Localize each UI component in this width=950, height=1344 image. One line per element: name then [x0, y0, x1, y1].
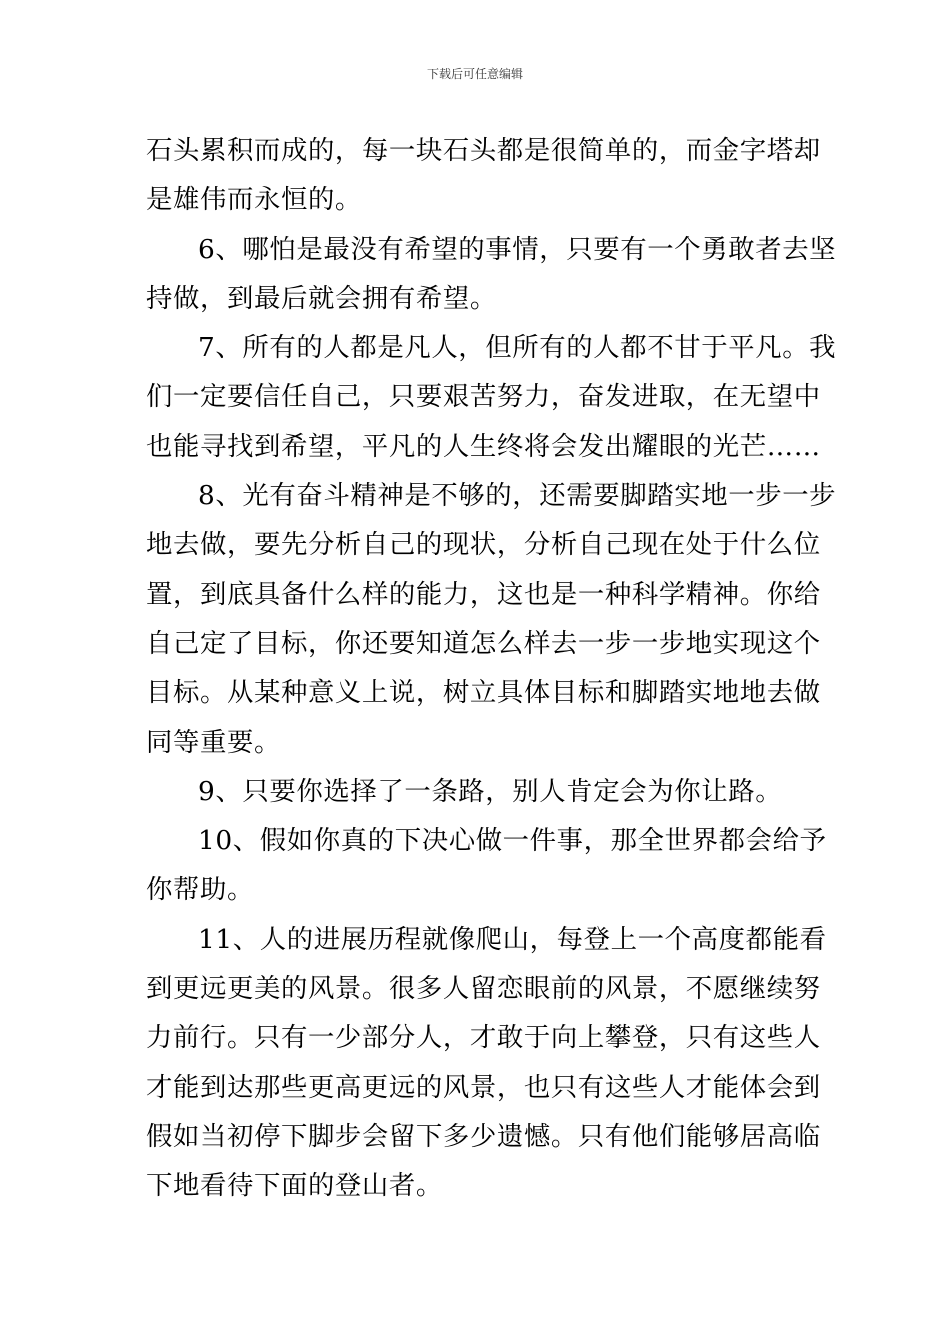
text-line: 11、人的进展历程就像爬山，每登上一个高度都能看	[198, 923, 827, 955]
document-body	[146, 126, 837, 1211]
text-line: 们一定要信任自己，只要艰苦努力，奋发进取，在无望中	[146, 381, 821, 413]
text-line: 8、光有奋斗精神是不够的，还需要脚踏实地一步一步	[198, 480, 837, 512]
text-line: 假如当初停下脚步会留下多少遗憾。只有他们能够居高临	[146, 1120, 821, 1152]
text-line: 到更远更美的风景。很多人留恋眼前的风景，不愿继续努	[146, 973, 821, 1005]
text-line: 7、所有的人都是凡人，但所有的人都不甘于平凡。我	[198, 332, 837, 364]
text-line: 持做，到最后就会拥有希望。	[146, 282, 497, 314]
text-line: 地去做，要先分析自己的现状，分析自己现在处于什么位	[146, 529, 821, 561]
text-line: 6、哪怕是最没有希望的事情，只要有一个勇敢者去坚	[198, 233, 837, 265]
text-line: 置，到底具备什么样的能力，这也是一种科学精神。你给	[146, 578, 821, 610]
text-line: 也能寻找到希望，平凡的人生终将会发出耀眼的光芒……	[146, 430, 821, 462]
text-line: 你帮助。	[146, 874, 254, 906]
text-line: 才能到达那些更高更远的风景，也只有这些人才能体会到	[146, 1071, 821, 1103]
text-line: 10、假如你真的下决心做一件事，那全世界都会给予	[198, 825, 827, 857]
text-line: 力前行。只有一少部分人，才敢于向上攀登，只有这些人	[146, 1022, 821, 1054]
page-header: 下载后可任意编辑	[426, 67, 523, 81]
text-line: 是雄伟而永恒的。	[146, 184, 362, 216]
text-line: 下地看待下面的登山者。	[146, 1170, 443, 1202]
text-line: 同等重要。	[146, 726, 281, 758]
text-line: 目标。从某种意义上说，树立具体目标和脚踏实地地去做	[146, 677, 821, 709]
text-line: 9、只要你选择了一条路，别人肯定会为你让路。	[198, 775, 783, 807]
text-line: 自己定了目标，你还要知道怎么样去一步一步地实现这个	[146, 627, 821, 659]
text-line: 石头累积而成的，每一块石头都是很简单的，而金字塔却	[146, 135, 821, 166]
